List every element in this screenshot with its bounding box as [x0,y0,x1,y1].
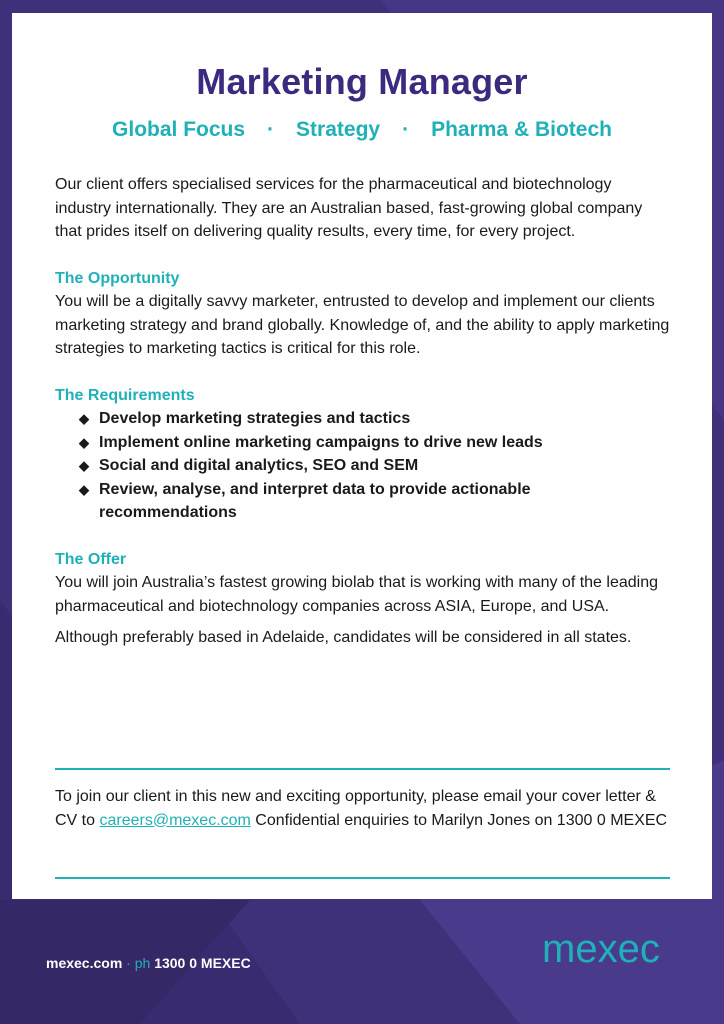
careers-email-link[interactable]: careers@mexec.com [99,811,251,829]
list-item: ◆ Review, analyse, and interpret data to provide actionable recommendations [79,478,670,525]
requirements-list [55,407,670,525]
job-title: Marketing Manager [196,61,528,102]
divider-top [55,768,670,770]
list-item: ◆ Implement online marketing campaigns to drive new leads [79,431,670,455]
opportunity-heading: The Opportunity [55,269,180,287]
diamond-bullet-icon: ◆ [79,411,89,426]
divider-bottom [55,877,670,879]
logo-wordmark: mexec [542,927,660,971]
tag-pharma-biotech: Pharma & Biotech [431,118,612,141]
application-instructions: To join our client in this new and exciting opportunity, please email your cover letter & CV to careers@mexec.com Confidential enquiries to Marilyn Jones on 1300 0 MEXEC [55,788,668,829]
diamond-bullet-icon: ◆ [79,458,89,473]
tag-strategy: Strategy [296,118,381,141]
website-link[interactable]: mexec.com [46,955,123,971]
diamond-bullet-icon: ◆ [79,481,89,497]
offer-text: You will join Australia’s fastest growing biolab that is working with many of the leading pharmaceutical and biotechnology companies across ASIA, Europe, and USA. [55,574,658,615]
requirements-heading: The Requirements [55,386,195,404]
footer-contact: mexec.com · ph 1300 0 MEXEC [46,955,251,971]
focus-tags [12,118,712,142]
phone-number: 1300 0 MEXEC [154,955,251,971]
job-ad-card [12,13,712,899]
offer-heading: The Offer [55,550,127,568]
tag-separator: · [267,118,275,141]
diamond-bullet-icon: ◆ [79,434,89,450]
list-item: ◆ Develop marketing strategies and tactics [79,407,670,431]
location-text: Although preferably based in Adelaide, candidates will be considered in all states. [55,629,632,646]
job-description [55,173,670,650]
phone-label: ph [134,955,151,971]
list-item: ◆ Social and digital analytics, SEO and SEM [79,454,670,478]
tag-separator: · [402,118,410,141]
intro-paragraph: Our client offers specialised services for the pharmaceutical and biotechnology industry internationally. They are an Australian based, fast-growing global company that prides itself on delivering quality results, every time, for every project. [55,176,643,240]
tag-global-focus: Global Focus [112,118,246,141]
opportunity-text: You will be a digitally savvy marketer, entrusted to develop and implement our clients marketing strategy and brand globally. Knowledge of, and the ability to apply marketing strategies to marketing tactics is critical for this role. [55,293,670,357]
mexec-logo [540,922,680,974]
